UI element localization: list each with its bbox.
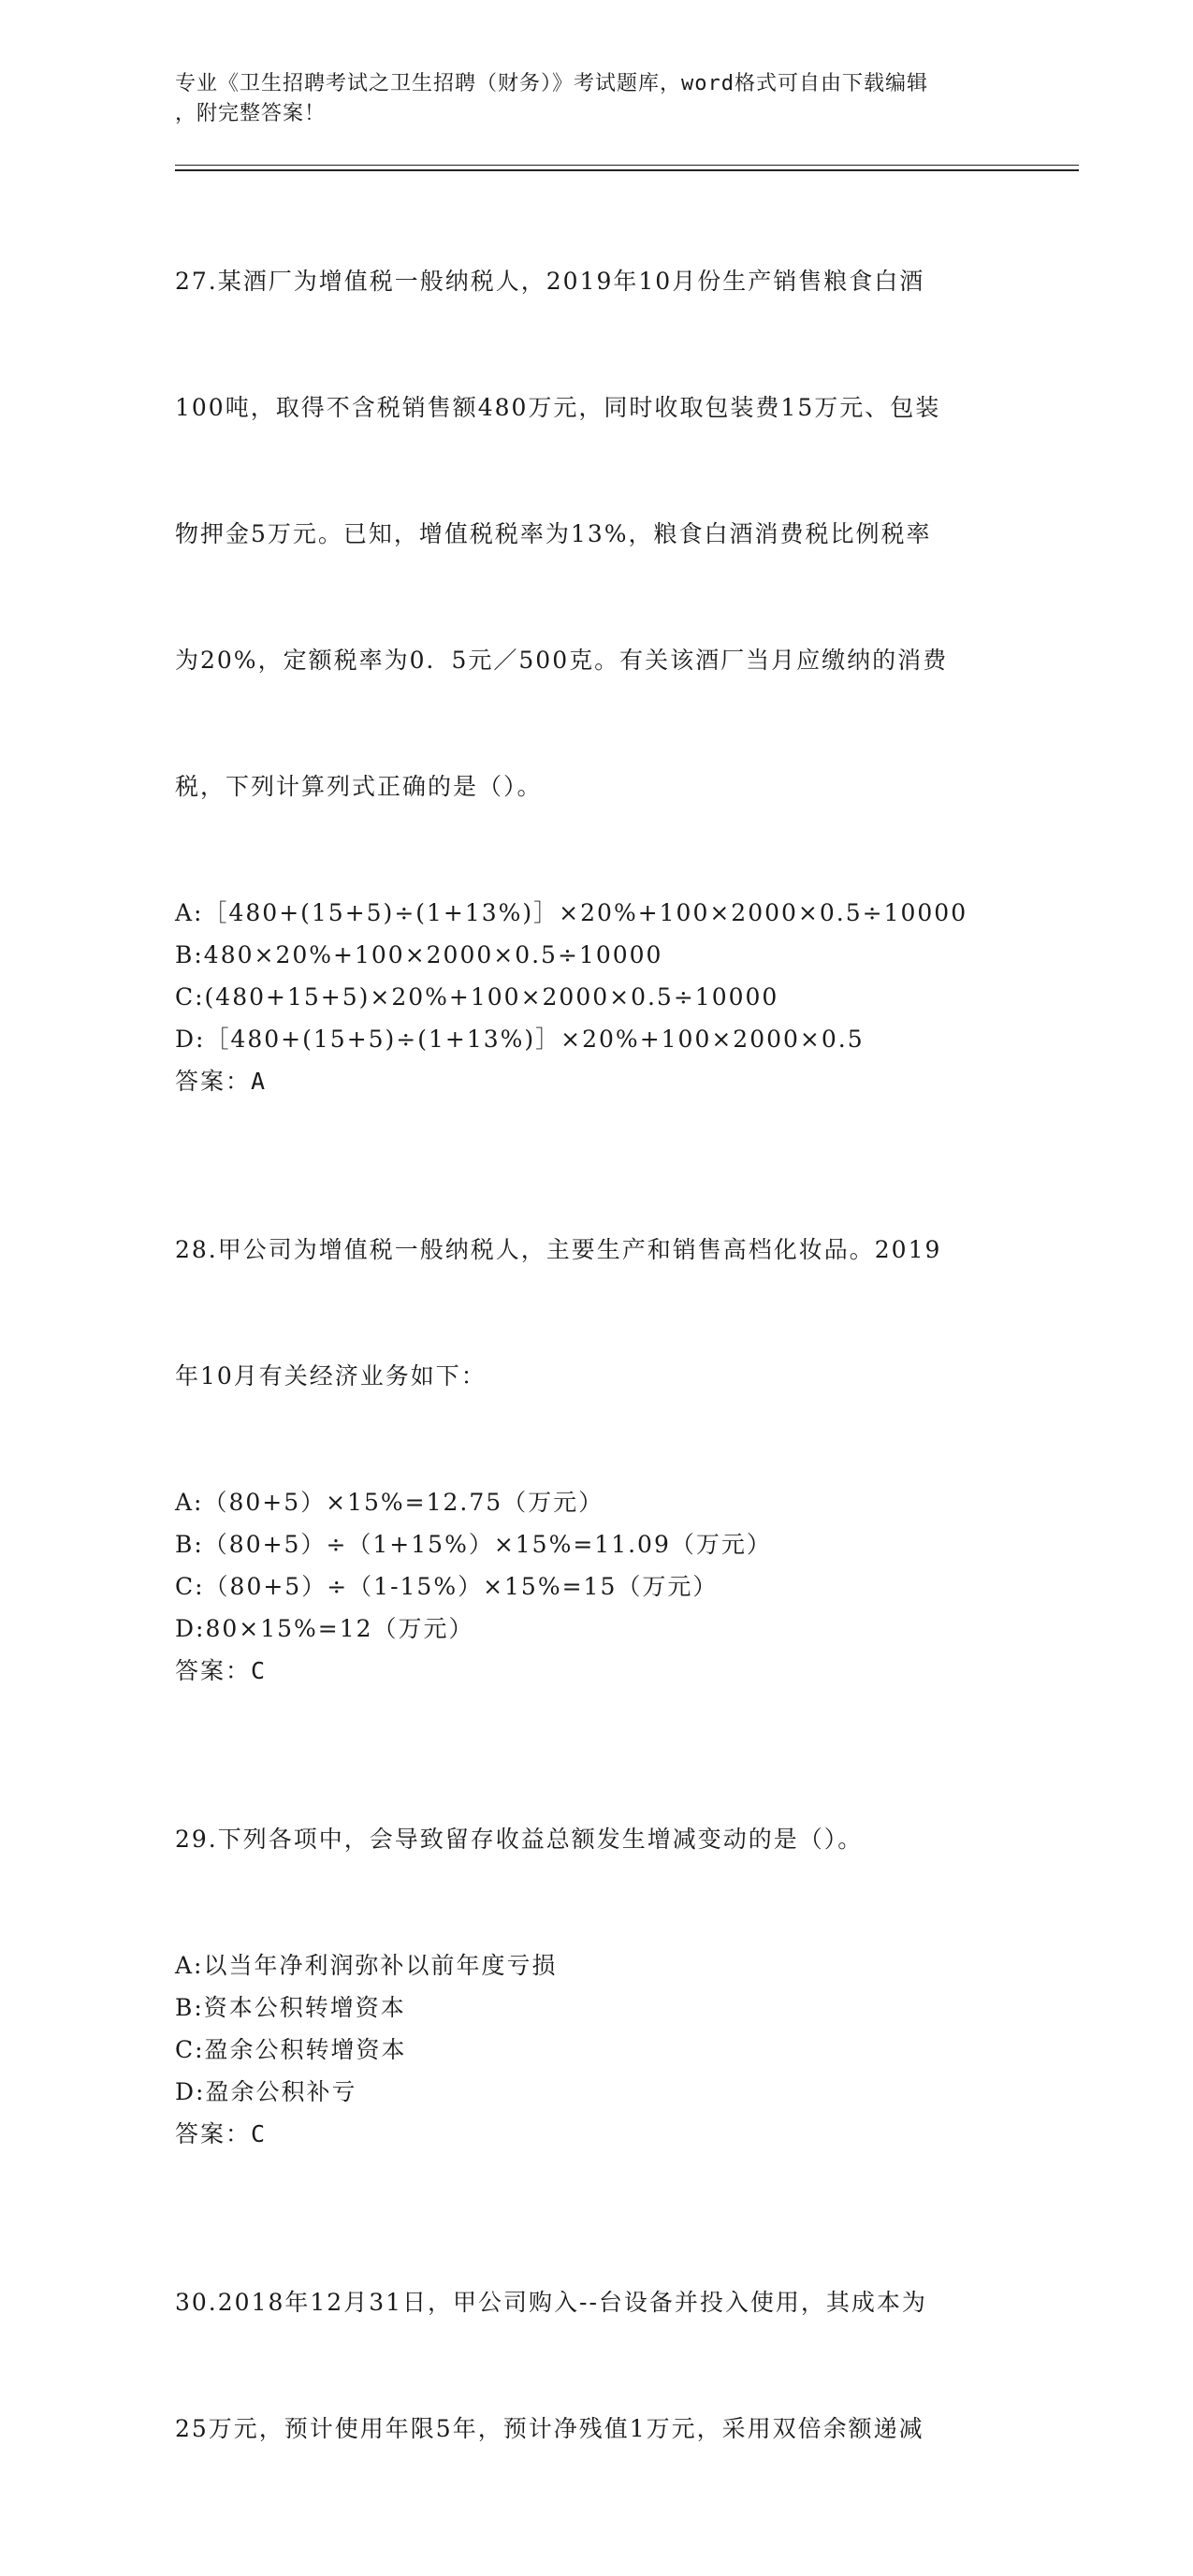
option-d: D:盈余公积补亏	[175, 2078, 357, 2105]
question-list	[175, 176, 1017, 2576]
option-a: A:（80+5）×15%=12.75（万元）	[175, 1489, 604, 1516]
stem-line: 25万元，预计使用年限5年，预计净残值1万元，采用双倍余额递减	[175, 2415, 924, 2442]
option-c: C:盈余公积转增资本	[175, 2036, 407, 2063]
question-stem	[175, 176, 1017, 892]
question-29	[175, 1734, 1017, 2155]
option-d: D:80×15%=12（万元）	[175, 1615, 474, 1642]
option-b: B:（80+5）÷（1+15%）×15%=11.09（万元）	[175, 1531, 772, 1558]
option-c: C:(480+15+5)×20%+100×2000×0.5÷10000	[175, 983, 779, 1011]
stem-line: 28.甲公司为增值税一般纳税人，主要生产和销售高档化妆品。2019	[175, 1236, 942, 1263]
option-b: B:资本公积转增资本	[175, 1994, 406, 2021]
question-27	[175, 176, 1017, 1102]
question-stem	[175, 1144, 1017, 1481]
option-d: D:［480+(15+5)÷(1+13%)］×20%+100×2000×0.5	[175, 1026, 865, 1053]
header-line-1: 专业《卫生招聘考试之卫生招聘（财务）》考试题库，word格式可自由下载编辑	[175, 72, 928, 95]
stem-line: 27.某酒厂为增值税一般纳税人，2019年10月份生产销售粮食白酒	[175, 268, 925, 295]
question-30	[175, 2197, 1017, 2534]
stem-line: 年10月有关经济业务如下：	[175, 1362, 487, 1390]
stem-line: 为20%，定额税率为0．5元／500克。有关该酒厂当月应缴纳的消费	[175, 647, 949, 674]
header-divider-thin	[175, 165, 1079, 166]
answer-label: 答案：C	[175, 2120, 268, 2147]
option-a: A:以当年净利润弥补以前年度亏损	[175, 1952, 558, 1979]
answer-label: 答案：A	[175, 1068, 268, 1095]
stem-line: 100吨，取得不含税销售额480万元，同时收取包装费15万元、包装	[175, 394, 941, 421]
question-28	[175, 1144, 1017, 1692]
stem-line: 29.下列各项中，会导致留存收益总额发生增减变动的是（）。	[175, 1826, 864, 1853]
option-b: B:480×20%+100×2000×0.5÷10000	[175, 941, 663, 968]
question-stem	[175, 2197, 1017, 2534]
option-a: A:［480+(15+5)÷(1+13%)］×20%+100×2000×0.5÷10000	[175, 899, 968, 926]
stem-line: 税，下列计算列式正确的是（）。	[175, 773, 543, 800]
question-stem	[175, 1734, 1017, 1944]
answer-label: 答案：C	[175, 1657, 268, 1684]
header-divider-thick	[175, 169, 1079, 171]
option-c: C:（80+5）÷（1-15%）×15%=15（万元）	[175, 1573, 719, 1600]
document-header	[175, 69, 1017, 129]
header-line-2: ，附完整答案！	[175, 102, 327, 125]
stem-line: 物押金5万元。已知，增值税税率为13%，粮食白酒消费税比例税率	[175, 520, 932, 547]
stem-line: 30.2018年12月31日，甲公司购入--台设备并投入使用，其成本为	[175, 2289, 927, 2316]
